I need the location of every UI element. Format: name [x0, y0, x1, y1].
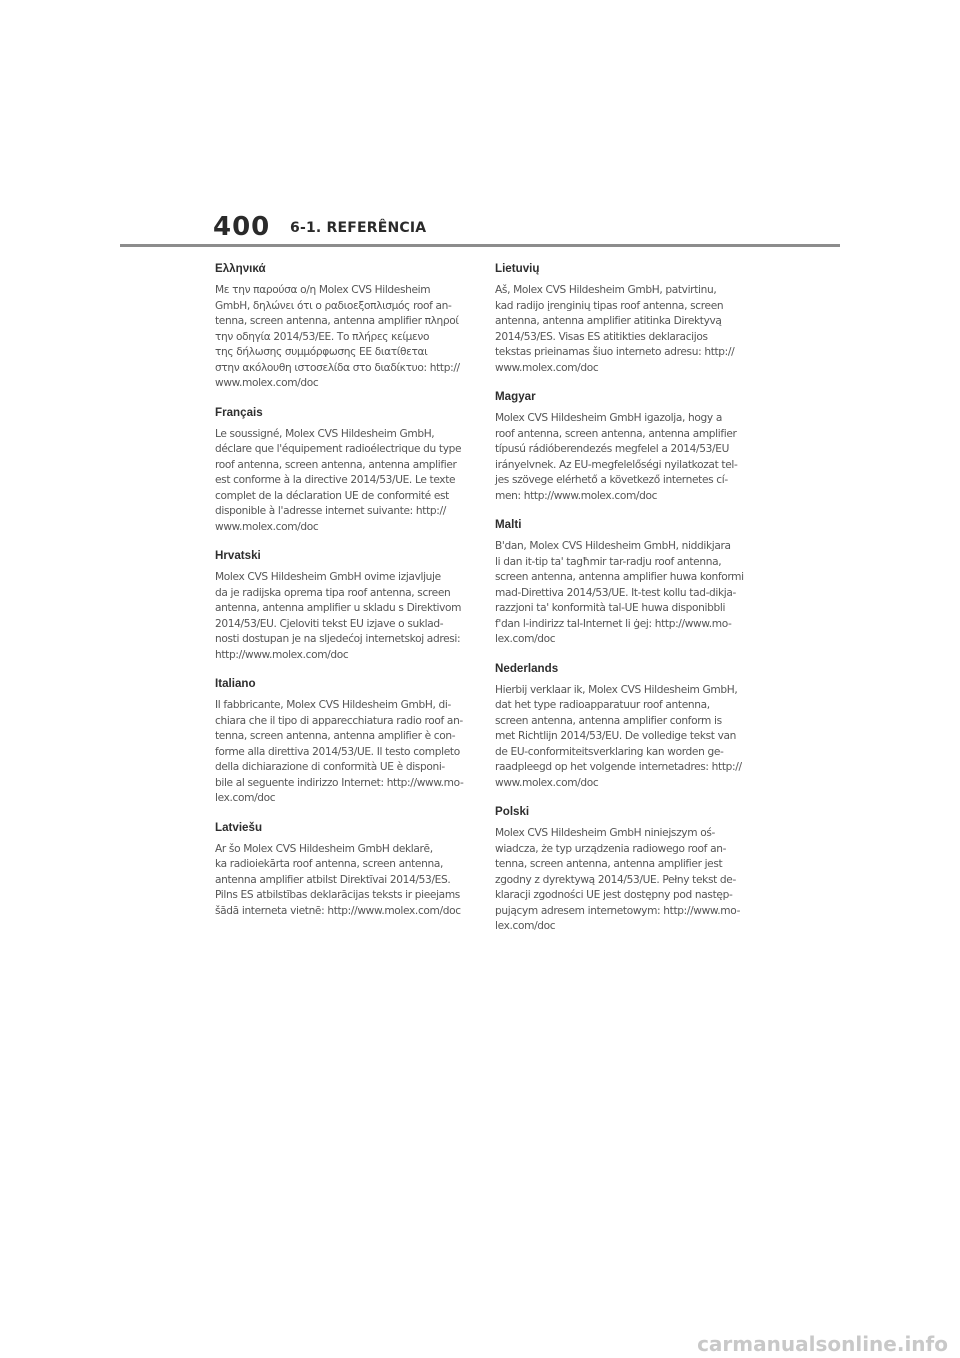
- paragraph-line: mad-Direttiva 2014/53/UE. It-test kollu tad-dikja-: [495, 586, 737, 599]
- paragraph-line: antenna, antenna amplifier u skladu s Direktivom: [215, 602, 462, 614]
- paragraph-line: www.molex.com/doc: [215, 520, 319, 533]
- paragraph-line: típusú rádióberendezés megfelel a 2014/53/EU: [495, 443, 730, 455]
- section-heading: Français: [215, 405, 263, 419]
- paragraph-line: men: http://www.molex.com/doc: [495, 489, 658, 502]
- paragraph-line: klaracji zgodności UE jest dostępny pod następ-: [495, 889, 733, 901]
- paragraph-line: wiadcza, że typ urządzenia radiowego roof an-: [495, 842, 727, 855]
- paragraph-line: da je radijska oprema tipa roof antenna, screen: [215, 586, 451, 599]
- right-column: [495, 262, 750, 949]
- paragraph-line: www.molex.com/doc: [495, 776, 599, 789]
- section-heading: Hrvatski: [215, 549, 261, 562]
- language-section: [495, 262, 750, 376]
- paragraph-line: Aš, Molex CVS Hildesheim GmbH, patvirtinu,: [495, 284, 717, 296]
- paragraph-line: pującym adresem internetowym: http://www.mo-: [495, 904, 741, 917]
- paragraph-line: ka radioiekārta roof antenna, screen antenna,: [215, 858, 443, 870]
- paragraph-line: tenna, screen antenna, antenna amplifier πληροί: [215, 315, 459, 327]
- site-watermark[interactable]: carmanualsonline.info: [697, 1332, 948, 1356]
- language-section: [495, 518, 750, 648]
- paragraph-line: tekstas prieinamas šiuo interneto adresu: http://: [495, 346, 735, 358]
- section-heading: Latviešu: [215, 820, 263, 834]
- paragraph-line: lex.com/doc: [495, 633, 556, 645]
- paragraph-line: tenna, screen antenna, antenna amplifier è con-: [215, 730, 456, 742]
- paragraph-line: kad radijo įrenginių tipas roof antenna, screen: [495, 299, 724, 312]
- paragraph-line: της δήλωσης συμμόρφωσης ΕΕ διατίθεται: [215, 346, 428, 358]
- paragraph-line: de EU-conformiteitsverklaring kan worden ge-: [495, 745, 724, 758]
- language-section: [495, 390, 750, 504]
- paragraph-line: dat het type radioapparatuur roof antenna,: [495, 699, 710, 711]
- paragraph-line: est conforme à la directive 2014/53/UE. Le texte: [215, 474, 456, 486]
- paragraph-line: antenna, antenna amplifier atitinka Direktyvą: [495, 315, 722, 327]
- section-heading: Lietuvių: [495, 262, 540, 275]
- left-column: [215, 262, 470, 933]
- paragraph-line: screen antenna, antenna amplifier conform is: [495, 714, 722, 727]
- section-heading: Nederlands: [495, 661, 559, 675]
- paragraph-line: Molex CVS Hildesheim GmbH igazolja, hogy a: [495, 412, 722, 424]
- paragraph-line: roof antenna, screen antenna, antenna amplifier: [215, 458, 457, 471]
- paragraph-line: www.molex.com/doc: [495, 361, 599, 374]
- paragraph-line: della dichiarazione di conformità UE è disponi-: [215, 761, 445, 773]
- paragraph-line: lex.com/doc: [215, 792, 276, 804]
- language-section: [215, 821, 470, 920]
- section-heading: Ελληνικά: [215, 262, 266, 275]
- paragraph-line: f'dan l-indirizz tal-Internet li ġej: http://www.mo-: [495, 617, 732, 630]
- section-heading: Polski: [495, 805, 530, 818]
- page-number: 400: [213, 212, 271, 242]
- paragraph-line: met Richtlijn 2014/53/EU. De volledige tekst van: [495, 730, 737, 742]
- section-heading: Malti: [495, 518, 522, 531]
- paragraph-line: Hierbij verklaar ik, Molex CVS Hildesheim GmbH,: [495, 683, 738, 696]
- paragraph-line: disponible à l'adresse internet suivante: http://: [215, 505, 446, 517]
- paragraph-line: http://www.molex.com/doc: [215, 648, 349, 661]
- paragraph-line: lex.com/doc: [495, 920, 556, 932]
- paragraph-line: την οδηγία 2014/53/ΕΕ. Το πλήρες κείμενο: [215, 330, 430, 343]
- section-heading: Italiano: [215, 677, 256, 690]
- paragraph-line: B'dan, Molex CVS Hildesheim GmbH, niddikjara: [495, 540, 731, 552]
- language-section: [495, 662, 750, 792]
- paragraph-line: www.molex.com/doc: [215, 377, 319, 389]
- language-section: [215, 262, 470, 392]
- paragraph-line: razzjoni ta' konformità tal-UE huwa disponibbli: [495, 602, 726, 614]
- paragraph-line: nosti dostupan je na sljedećoj internetskoj adresi:: [215, 633, 461, 645]
- paragraph-line: forme alla direttiva 2014/53/UE. Il testo completo: [215, 745, 460, 758]
- paragraph-line: 2014/53/EU. Cjeloviti tekst EU izjave o suklad-: [215, 617, 444, 630]
- paragraph-line: chiara che il tipo di apparecchiatura radio roof an-: [215, 714, 463, 727]
- paragraph-line: roof antenna, screen antenna, antenna amplifier: [495, 427, 737, 440]
- chapter-title: 6-1. REFERÊNCIA: [290, 220, 427, 236]
- paragraph-line: στην ακόλουθη ιστοσελίδα στο διαδίκτυο: http://: [215, 361, 460, 374]
- paragraph-line: Pilns ES atbilstības deklarācijas teksts ir pieejams: [215, 889, 460, 901]
- paragraph-line: li dan it-tip ta' tagħmir tar-radju roof antenna,: [495, 555, 722, 568]
- paragraph-line: antenna amplifier atbilst Direktīvai 2014/53/ES.: [215, 873, 451, 886]
- paragraph-line: Le soussigné, Molex CVS Hildesheim GmbH,: [215, 427, 435, 440]
- language-section: [215, 406, 470, 536]
- paragraph-line: Molex CVS Hildesheim GmbH niniejszym oś-: [495, 827, 715, 839]
- paragraph-line: Ar šo Molex CVS Hildesheim GmbH deklarē,: [215, 842, 433, 855]
- paragraph-line: jes szövege elérhető a következő internetes cí-: [495, 474, 728, 486]
- paragraph-line: zgodny z dyrektywą 2014/53/UE. Pełny tekst de-: [495, 873, 736, 886]
- language-section: [495, 805, 750, 935]
- paragraph-line: Με την παρούσα ο/η Molex CVS Hildesheim: [215, 284, 431, 296]
- paragraph-line: tenna, screen antenna, antenna amplifier jest: [495, 858, 723, 870]
- paragraph-line: 2014/53/ES. Visas ES atitikties deklaracijos: [495, 330, 708, 343]
- language-section: [215, 549, 470, 663]
- paragraph-line: Molex CVS Hildesheim GmbH ovime izjavljuje: [215, 571, 441, 583]
- paragraph-line: šādā interneta vietnē: http://www.molex.com/doc: [215, 904, 461, 917]
- paragraph-line: bile al seguente indirizzo Internet: http://www.mo-: [215, 776, 464, 789]
- paragraph-line: Il fabbricante, Molex CVS Hildesheim GmbH, di-: [215, 699, 451, 711]
- paragraph-line: raadpleegd op het volgende internetadres: http://: [495, 761, 742, 773]
- header-rule: [120, 244, 840, 247]
- language-section: [215, 677, 470, 807]
- paragraph-line: déclare que l'équipement radioélectrique du type: [215, 443, 462, 455]
- paragraph-line: GmbH, δηλώνει ότι ο ραδιοεξοπλισμός roof an-: [215, 299, 452, 312]
- section-heading: Magyar: [495, 390, 536, 403]
- paragraph-line: screen antenna, antenna amplifier huwa konformi: [495, 571, 744, 583]
- paragraph-line: irányelvnek. Az EU-megfelelőségi nyilatkozat tel-: [495, 458, 738, 471]
- paragraph-line: complet de la déclaration UE de conformité est: [215, 489, 449, 502]
